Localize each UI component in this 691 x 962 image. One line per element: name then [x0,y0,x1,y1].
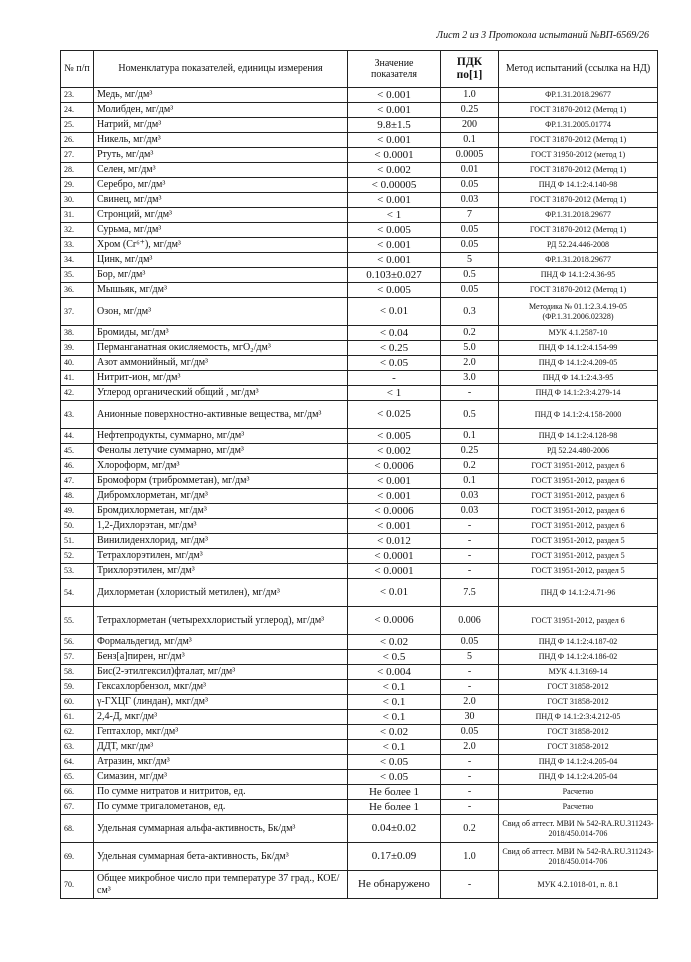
table-row [61,341,658,356]
table-row [61,665,658,680]
table-row [61,401,658,429]
row-pdk: 0.03 [441,504,499,519]
table-row [61,710,658,725]
row-name: 1,2-Дихлорэтан, мг/дм³ [94,519,348,534]
row-value: < 0.0001 [348,549,441,564]
table-row [61,283,658,298]
row-pdk: 5 [441,650,499,665]
table-row [61,268,658,283]
row-method: ФР.1.31.2018.29677 [499,88,658,103]
row-value: < 0.002 [348,444,441,459]
row-value: < 0.001 [348,519,441,534]
row-method: ПНД Ф 14.1:2:4.186-02 [499,650,658,665]
row-name: Цинк, мг/дм³ [94,253,348,268]
row-method: ПНД Ф 14.1:2:4.71-96 [499,579,658,607]
row-method: РД 52.24.446-2008 [499,238,658,253]
row-number: 47. [61,474,94,489]
row-pdk: 0.25 [441,103,499,118]
row-number: 62. [61,725,94,740]
row-number: 66. [61,785,94,800]
row-number: 51. [61,534,94,549]
row-value: < 0.1 [348,695,441,710]
row-name: Удельная суммарная альфа-активность, Бк/дм³ [94,815,348,843]
row-value: 0.17±0.09 [348,843,441,871]
row-method: ГОСТ 31951-2012, раздел 6 [499,607,658,635]
row-name: Тетрахлорэтилен, мг/дм³ [94,549,348,564]
row-method: ГОСТ 31870-2012 (Метод 1) [499,193,658,208]
row-number: 54. [61,579,94,607]
row-method: ПНД Ф 14.1:2:4.36-95 [499,268,658,283]
row-number: 40. [61,356,94,371]
table-row [61,298,658,326]
table-row [61,459,658,474]
row-number: 25. [61,118,94,133]
row-pdk: - [441,770,499,785]
table-row [61,178,658,193]
row-method: ПНД Ф 14.1:2:4.209-05 [499,356,658,371]
row-pdk: 0.1 [441,429,499,444]
row-method: ГОСТ 31951-2012, раздел 6 [499,519,658,534]
row-method: ГОСТ 31870-2012 (Метод 1) [499,133,658,148]
row-number: 30. [61,193,94,208]
table-row [61,607,658,635]
row-name: Гептахлор, мкг/дм³ [94,725,348,740]
row-number: 58. [61,665,94,680]
row-number: 28. [61,163,94,178]
row-number: 61. [61,710,94,725]
row-method: ГОСТ 31951-2012, раздел 6 [499,459,658,474]
col-header-method: Метод испытаний (ссылка на НД) [499,51,658,88]
row-value: < 0.005 [348,283,441,298]
row-pdk: 200 [441,118,499,133]
row-number: 59. [61,680,94,695]
row-method: РД 52.24.480-2006 [499,444,658,459]
row-value: 0.103±0.027 [348,268,441,283]
table-row [61,564,658,579]
row-method: ГОСТ 31951-2012, раздел 5 [499,564,658,579]
row-number: 60. [61,695,94,710]
row-number: 69. [61,843,94,871]
row-value: < 0.05 [348,356,441,371]
row-value: < 0.001 [348,253,441,268]
row-pdk: - [441,785,499,800]
table-row [61,549,658,564]
table-row [61,429,658,444]
col-header-name: Номенклатура показателей, единицы измерения [94,51,348,88]
row-name: Бромдихлорметан, мг/дм³ [94,504,348,519]
row-name: Бромоформ (трибромметан), мг/дм³ [94,474,348,489]
row-method: ФР.1.31.2018.29677 [499,253,658,268]
row-value: < 0.0001 [348,148,441,163]
table-row [61,579,658,607]
row-value: < 0.04 [348,326,441,341]
table-row [61,371,658,386]
table-row [61,755,658,770]
row-pdk: 7.5 [441,579,499,607]
row-number: 52. [61,549,94,564]
row-name: Хром (Cr⁶⁺), мг/дм³ [94,238,348,253]
row-method: ФР.1.31.2018.29677 [499,208,658,223]
row-name: Селен, мг/дм³ [94,163,348,178]
row-pdk: - [441,519,499,534]
row-pdk: 0.2 [441,326,499,341]
row-value: < 0.002 [348,163,441,178]
table-row [61,193,658,208]
row-number: 38. [61,326,94,341]
row-pdk: 7 [441,208,499,223]
row-pdk: 0.05 [441,178,499,193]
row-name: Дибромхлорметан, мг/дм³ [94,489,348,504]
row-pdk: - [441,680,499,695]
row-pdk: 0.03 [441,193,499,208]
row-number: 56. [61,635,94,650]
row-number: 53. [61,564,94,579]
row-value: < 0.01 [348,298,441,326]
row-name: Бис(2-этилгексил)фталат, мг/дм³ [94,665,348,680]
row-pdk: 0.1 [441,474,499,489]
row-name: Свинец, мг/дм³ [94,193,348,208]
row-value: < 0.001 [348,88,441,103]
row-name: Гексахлорбензол, мкг/дм³ [94,680,348,695]
row-method: Расчетно [499,800,658,815]
row-number: 32. [61,223,94,238]
row-number: 29. [61,178,94,193]
row-number: 70. [61,871,94,899]
table-row [61,356,658,371]
row-pdk: 0.0005 [441,148,499,163]
row-method: ПНД Ф 14.1:2:4.158-2000 [499,401,658,429]
table-row [61,88,658,103]
row-pdk: 0.05 [441,223,499,238]
row-name: γ-ГХЦГ (линдан), мкг/дм³ [94,695,348,710]
row-method: ГОСТ 31951-2012, раздел 6 [499,504,658,519]
row-name: Бенз[а]пирен, нг/дм³ [94,650,348,665]
row-number: 55. [61,607,94,635]
row-pdk: 0.5 [441,268,499,283]
row-pdk: 0.3 [441,298,499,326]
row-value: < 0.05 [348,770,441,785]
row-number: 50. [61,519,94,534]
row-name: Дихлорметан (хлористый метилен), мг/дм³ [94,579,348,607]
table-row [61,800,658,815]
row-name: Анионные поверхностно-активные вещества, мг/дм³ [94,401,348,429]
row-name: Молибден, мг/дм³ [94,103,348,118]
row-name: Никель, мг/дм³ [94,133,348,148]
row-pdk: 0.05 [441,283,499,298]
table-row [61,208,658,223]
row-pdk: 0.05 [441,238,499,253]
table-row [61,326,658,341]
table-row [61,238,658,253]
row-name: 2,4-Д, мкг/дм³ [94,710,348,725]
row-method: ГОСТ 31870-2012 (Метод 1) [499,223,658,238]
row-value: < 0.001 [348,133,441,148]
row-value: < 0.0001 [348,564,441,579]
row-method: ГОСТ 31951-2012, раздел 5 [499,549,658,564]
row-method: Методика № 01.1:2.3.4.19-05 (ФР.1.31.2006.02328) [499,298,658,326]
table-row [61,444,658,459]
row-number: 46. [61,459,94,474]
table-row [61,118,658,133]
row-name: Нитрит-ион, мг/дм³ [94,371,348,386]
table-row [61,725,658,740]
row-number: 45. [61,444,94,459]
row-number: 49. [61,504,94,519]
row-name: Серебро, мг/дм³ [94,178,348,193]
row-pdk: 2.0 [441,695,499,710]
row-value: < 0.0006 [348,504,441,519]
col-header-num: № п/п [61,51,94,88]
row-method: МУК 4.1.3169-14 [499,665,658,680]
table-row [61,386,658,401]
row-value: 0.04±0.02 [348,815,441,843]
row-method: ГОСТ 31870-2012 (Метод 1) [499,283,658,298]
table-row [61,871,658,899]
table-row [61,695,658,710]
row-name: Азот аммонийный, мг/дм³ [94,356,348,371]
row-value: < 1 [348,386,441,401]
row-pdk: - [441,386,499,401]
row-pdk: - [441,564,499,579]
row-value: Не более 1 [348,785,441,800]
page-header: Лист 2 из 3 Протокола испытаний №ВП-6569/26 [436,30,649,41]
row-method: ФР.1.31.2005.01774 [499,118,658,133]
table-row [61,504,658,519]
row-method: ГОСТ 31951-2012, раздел 6 [499,489,658,504]
row-value: < 0.02 [348,725,441,740]
row-value: < 0.00005 [348,178,441,193]
row-number: 44. [61,429,94,444]
row-value: < 0.1 [348,710,441,725]
row-number: 23. [61,88,94,103]
table-row [61,740,658,755]
row-method: ГОСТ 31858-2012 [499,680,658,695]
table-row [61,519,658,534]
row-number: 39. [61,341,94,356]
row-number: 68. [61,815,94,843]
row-number: 65. [61,770,94,785]
row-value: < 0.25 [348,341,441,356]
row-pdk: 0.05 [441,635,499,650]
row-number: 41. [61,371,94,386]
row-number: 24. [61,103,94,118]
row-method: ГОСТ 31858-2012 [499,740,658,755]
row-pdk: 0.5 [441,401,499,429]
row-method: МУК 4.2.1018-01, п. 8.1 [499,871,658,899]
row-method: ПНД Ф 14.1:2:4.205-04 [499,770,658,785]
row-name: Нефтепродукты, суммарно, мг/дм³ [94,429,348,444]
row-pdk: 0.2 [441,815,499,843]
row-value: < 0.1 [348,740,441,755]
table-header-row [61,51,658,88]
row-name: Удельная суммарная бета-активность, Бк/дм³ [94,843,348,871]
row-pdk: 2.0 [441,356,499,371]
table-row [61,133,658,148]
row-name: Бромиды, мг/дм³ [94,326,348,341]
row-method: ПНД Ф 14.1:2:4.154-99 [499,341,658,356]
row-value: < 0.004 [348,665,441,680]
row-name: Тетрахлорметан (четыреххлористый углерод), мг/дм³ [94,607,348,635]
row-number: 36. [61,283,94,298]
row-pdk: - [441,755,499,770]
col-header-value: Значение показателя [348,51,441,88]
results-table [60,50,658,899]
row-name: Фенолы летучие суммарно, мг/дм³ [94,444,348,459]
row-number: 64. [61,755,94,770]
row-value: < 0.1 [348,680,441,695]
row-name: Симазин, мг/дм³ [94,770,348,785]
row-name: Мышьяк, мг/дм³ [94,283,348,298]
row-value: < 0.02 [348,635,441,650]
row-method: ПНД Ф 14.1:2:4.140-98 [499,178,658,193]
row-name: Хлороформ, мг/дм³ [94,459,348,474]
row-method: ГОСТ 31858-2012 [499,725,658,740]
row-name: Ртуть, мг/дм³ [94,148,348,163]
row-value: < 0.001 [348,103,441,118]
row-method: ГОСТ 31951-2012, раздел 5 [499,534,658,549]
row-pdk: 5.0 [441,341,499,356]
row-value: < 0.5 [348,650,441,665]
table-row [61,815,658,843]
row-pdk: 0.006 [441,607,499,635]
row-number: 27. [61,148,94,163]
row-method: ГОСТ 31950-2012 (метод 1) [499,148,658,163]
row-value: Не более 1 [348,800,441,815]
row-method: ГОСТ 31858-2012 [499,695,658,710]
row-name: Винилиденхлорид, мг/дм³ [94,534,348,549]
row-value: < 0.001 [348,193,441,208]
row-pdk: 1.0 [441,88,499,103]
table-row [61,103,658,118]
row-name: Медь, мг/дм³ [94,88,348,103]
row-name: Бор, мг/дм³ [94,268,348,283]
row-number: 35. [61,268,94,283]
row-number: 63. [61,740,94,755]
row-pdk: - [441,665,499,680]
row-method: ПНД Ф 14.1:2:4.3-95 [499,371,658,386]
table-row [61,770,658,785]
row-value: - [348,371,441,386]
row-pdk: - [441,549,499,564]
row-name: Формальдегид, мг/дм³ [94,635,348,650]
row-pdk: 0.05 [441,725,499,740]
row-method: ГОСТ 31870-2012 (Метод 1) [499,103,658,118]
row-pdk: - [441,800,499,815]
row-value: < 0.001 [348,489,441,504]
row-number: 31. [61,208,94,223]
row-number: 67. [61,800,94,815]
row-value: < 0.025 [348,401,441,429]
row-value: < 0.005 [348,223,441,238]
row-pdk: 3.0 [441,371,499,386]
table-row [61,534,658,549]
row-pdk: 0.2 [441,459,499,474]
col-header-pdk: ПДК по[1] [441,51,499,88]
row-pdk: 30 [441,710,499,725]
row-value: < 0.01 [348,579,441,607]
row-pdk: 0.01 [441,163,499,178]
row-method: ПНД Ф 14.1:2:3:4.212-05 [499,710,658,725]
table-row [61,474,658,489]
row-name: Углерод органический общий , мг/дм³ [94,386,348,401]
row-value: < 0.005 [348,429,441,444]
row-pdk: - [441,871,499,899]
row-number: 26. [61,133,94,148]
row-method: Расчетно [499,785,658,800]
row-name: Стронций, мг/дм³ [94,208,348,223]
row-number: 42. [61,386,94,401]
row-name: Трихлорэтилен, мг/дм³ [94,564,348,579]
table-row [61,650,658,665]
row-value: < 1 [348,208,441,223]
row-number: 33. [61,238,94,253]
row-value: < 0.0006 [348,459,441,474]
row-method: Свид об аттест. МВИ № 542-RA.RU.311243-2018/450.014-706 [499,815,658,843]
table-row [61,163,658,178]
row-pdk: 0.03 [441,489,499,504]
row-name: Натрий, мг/дм³ [94,118,348,133]
row-name: Перманганатная окисляемость, мгО₂/дм³ [94,341,348,356]
row-method: ГОСТ 31870-2012 (Метод 1) [499,163,658,178]
row-method: ПНД Ф 14.1:2:4.128-98 [499,429,658,444]
row-pdk: 1.0 [441,843,499,871]
row-method: ГОСТ 31951-2012, раздел 6 [499,474,658,489]
row-method: МУК 4.1.2587-10 [499,326,658,341]
row-number: 34. [61,253,94,268]
row-value: Не обнаружено [348,871,441,899]
row-value: 9.8±1.5 [348,118,441,133]
row-number: 57. [61,650,94,665]
table-row [61,148,658,163]
table-row [61,843,658,871]
row-name: ДДТ, мкг/дм³ [94,740,348,755]
row-method: Свид об аттест. МВИ № 542-RA.RU.311243-2018/450.014-706 [499,843,658,871]
row-number: 37. [61,298,94,326]
row-pdk: 0.1 [441,133,499,148]
row-method: ПНД Ф 14.1:2:4.205-04 [499,755,658,770]
table-row [61,635,658,650]
row-method: ПНД Ф 14.1:2:3:4.279-14 [499,386,658,401]
table-row [61,223,658,238]
row-name: Атразин, мкг/дм³ [94,755,348,770]
row-value: < 0.05 [348,755,441,770]
row-name: Озон, мг/дм³ [94,298,348,326]
row-pdk: 2.0 [441,740,499,755]
row-value: < 0.012 [348,534,441,549]
row-name: По сумме нитратов и нитритов, ед. [94,785,348,800]
row-name: Общее микробное число при температуре 37 град., КОЕ/см³ [94,871,348,899]
row-method: ПНД Ф 14.1:2:4.187-02 [499,635,658,650]
row-number: 48. [61,489,94,504]
table-row [61,253,658,268]
table-row [61,489,658,504]
row-value: < 0.0006 [348,607,441,635]
row-name: По сумме тригалометанов, ед. [94,800,348,815]
row-name: Сурьма, мг/дм³ [94,223,348,238]
table-row [61,680,658,695]
row-value: < 0.001 [348,474,441,489]
row-number: 43. [61,401,94,429]
table-row [61,785,658,800]
row-pdk: 5 [441,253,499,268]
row-pdk: - [441,534,499,549]
row-pdk: 0.25 [441,444,499,459]
row-value: < 0.001 [348,238,441,253]
